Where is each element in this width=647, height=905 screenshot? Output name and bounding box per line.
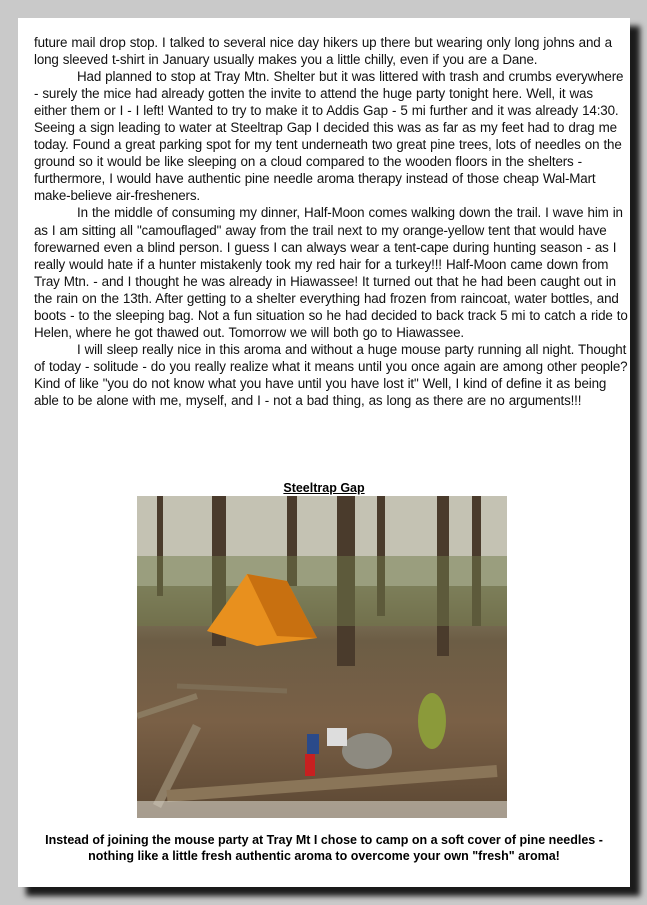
paragraph-2: Had planned to stop at Tray Mtn. Shelter but it was littered with trash and crumbs everywhere - surely the mice had already gotten the invite to attend the huge party tonight here. Well, it was either them or I - I left! Wanted to try to make it to Addis Gap - 5 mi further and it was already 14:30. Seeing a sign leading to water at Steeltrap Gap I decided this was as far as my feet had to drag me today. Found a great parking spot for my tent underneath two great pine trees, lots of needles on the ground so it would be like sleeping on a cloud compared to the wooden floors in the shelters - furthermore, I would have authentic pine needle aroma therapy instead of those cheap Wal-Mart make-believe air-fresheners. xyxy=(34,69,624,204)
photo-title: Steeltrap Gap xyxy=(283,481,365,495)
journal-page xyxy=(18,18,630,887)
photo-caption: Instead of joining the mouse party at Tray Mt I chose to camp on a soft cover of pine needles - nothing like a little fresh authentic aroma to overcome your own "fresh" aroma! xyxy=(45,833,603,863)
paragraph-4: I will sleep really nice in this aroma and without a huge mouse party running all night. Thought of today - solitude - do you really realize what it means until you once again are among other people? Kind of like "you do not know what you have until you have lost it" Well, I kind of define it as being able to be alone with me, myself, and I - not a bad thing, as long as there are no arguments!!! xyxy=(34,341,628,408)
journal-text xyxy=(34,34,628,409)
campsite-photo xyxy=(137,496,507,818)
paragraph-1: future mail drop stop. I talked to several nice day hikers up there but wearing only long johns and a long sleeved t-shirt in January usually makes you a little chilly, even if you are a Dane. xyxy=(34,35,612,68)
paragraph-3: In the middle of consuming my dinner, Half-Moon comes walking down the trail. I wave him in as I am sitting all "camouflaged" away from the trail next to my orange-yellow tent that would have forewarned even a blind person. I guess I can always wear a tent-cape during hunting season - as I really would hate if a hunter mistakenly took my red hair for a turkey!!! Half-Moon came down from Tray Mtn. - and I thought he was already in Hiawassee! It turned out that he had been caught out in the rain on the 13th. After getting to a shelter everything had frozen from raincoat, water bottles, and boots - to the sleeping bag. Not a fun situation so he had decided to back track 5 mi to catch a ride to Helen, where he got thawed out. Tomorrow we will both go to Hiawassee. xyxy=(34,205,628,340)
